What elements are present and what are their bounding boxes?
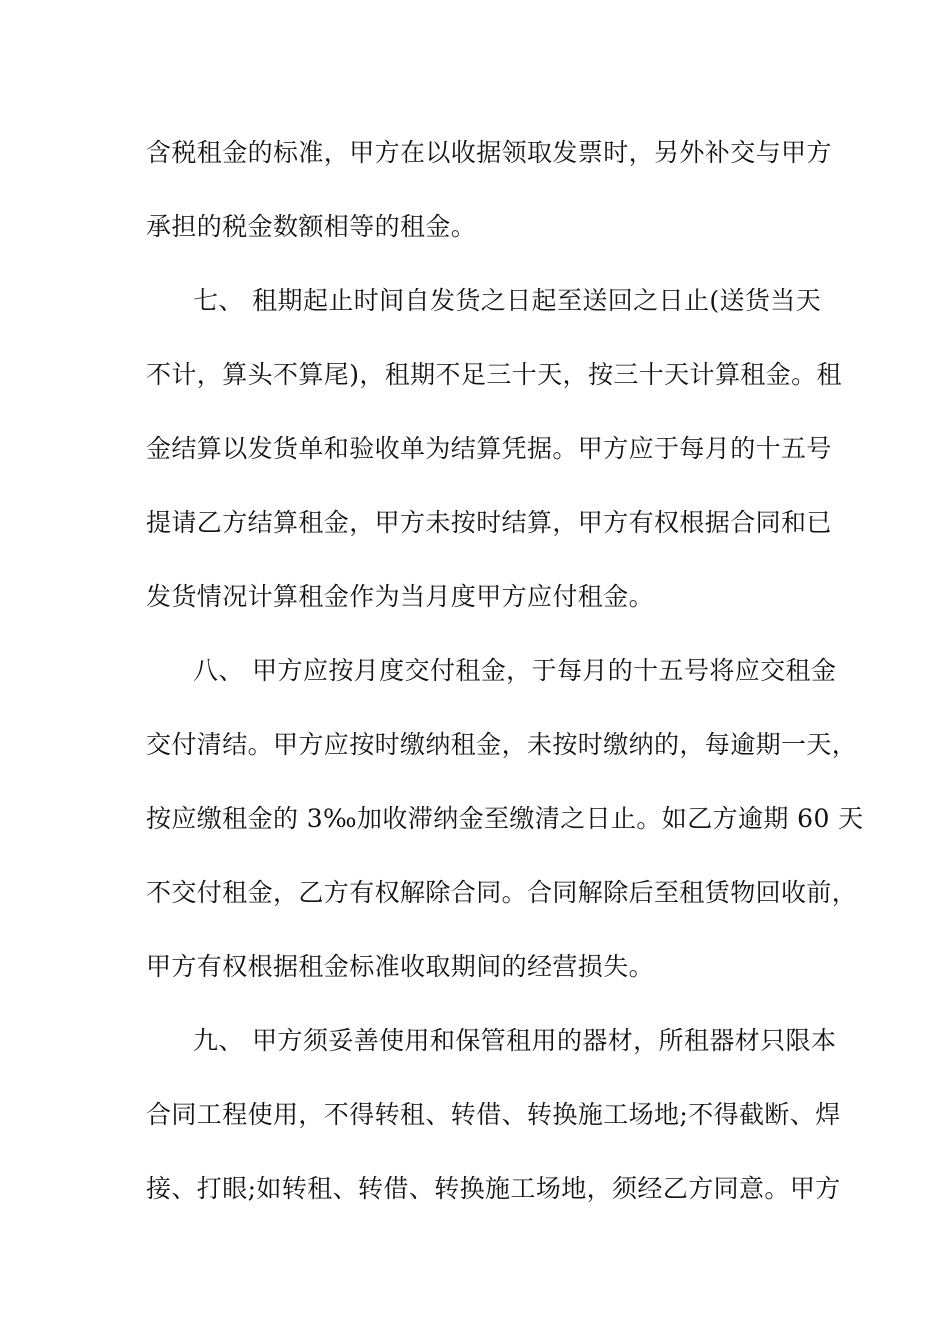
- text-line: 交付清结。甲方应按时缴纳租金，未按时缴纳的，每逾期一天，: [146, 730, 858, 759]
- text-line: 不交付租金，乙方有权解除合同。合同解除后至租赁物回收前，: [146, 878, 858, 907]
- text-line: 金结算以发货单和验收单为结算凭据。甲方应于每月的十五号: [146, 434, 832, 463]
- text-line: 提请乙方结算租金，甲方未按时结算，甲方有权根据合同和已: [146, 508, 832, 537]
- text-line: 不计，算头不算尾)，租期不足三十天，按三十天计算租金。租: [146, 360, 842, 389]
- text-line: 甲方有权根据租金标准收取期间的经营损失。: [146, 952, 655, 981]
- clause-8-heading-line: 八、 甲方应按月度交付租金，于每月的十五号将应交租金: [193, 656, 837, 685]
- text-line: 按应缴租金的 3‰加收滞纳金至缴清之日止。如乙方逾期 60 天: [146, 804, 864, 833]
- text-line: 承担的税金数额相等的租金。: [146, 212, 477, 241]
- text-line: 接、打眼;如转租、转借、转换施工场地，须经乙方同意。甲方: [146, 1174, 841, 1203]
- clause-9-heading-line: 九、 甲方须妥善使用和保管租用的器材，所租器材只限本: [193, 1026, 837, 1055]
- text-line: 合同工程使用，不得转租、转借、转换施工场地;不得截断、焊: [146, 1100, 841, 1129]
- clause-7-heading-line: 七、 租期起止时间自发货之日起至送回之日止(送货当天: [193, 286, 822, 315]
- text-line: 发货情况计算租金作为当月度甲方应付租金。: [146, 582, 655, 611]
- text-line: 含税租金的标准，甲方在以收据领取发票时，另外补交与甲方: [146, 138, 832, 167]
